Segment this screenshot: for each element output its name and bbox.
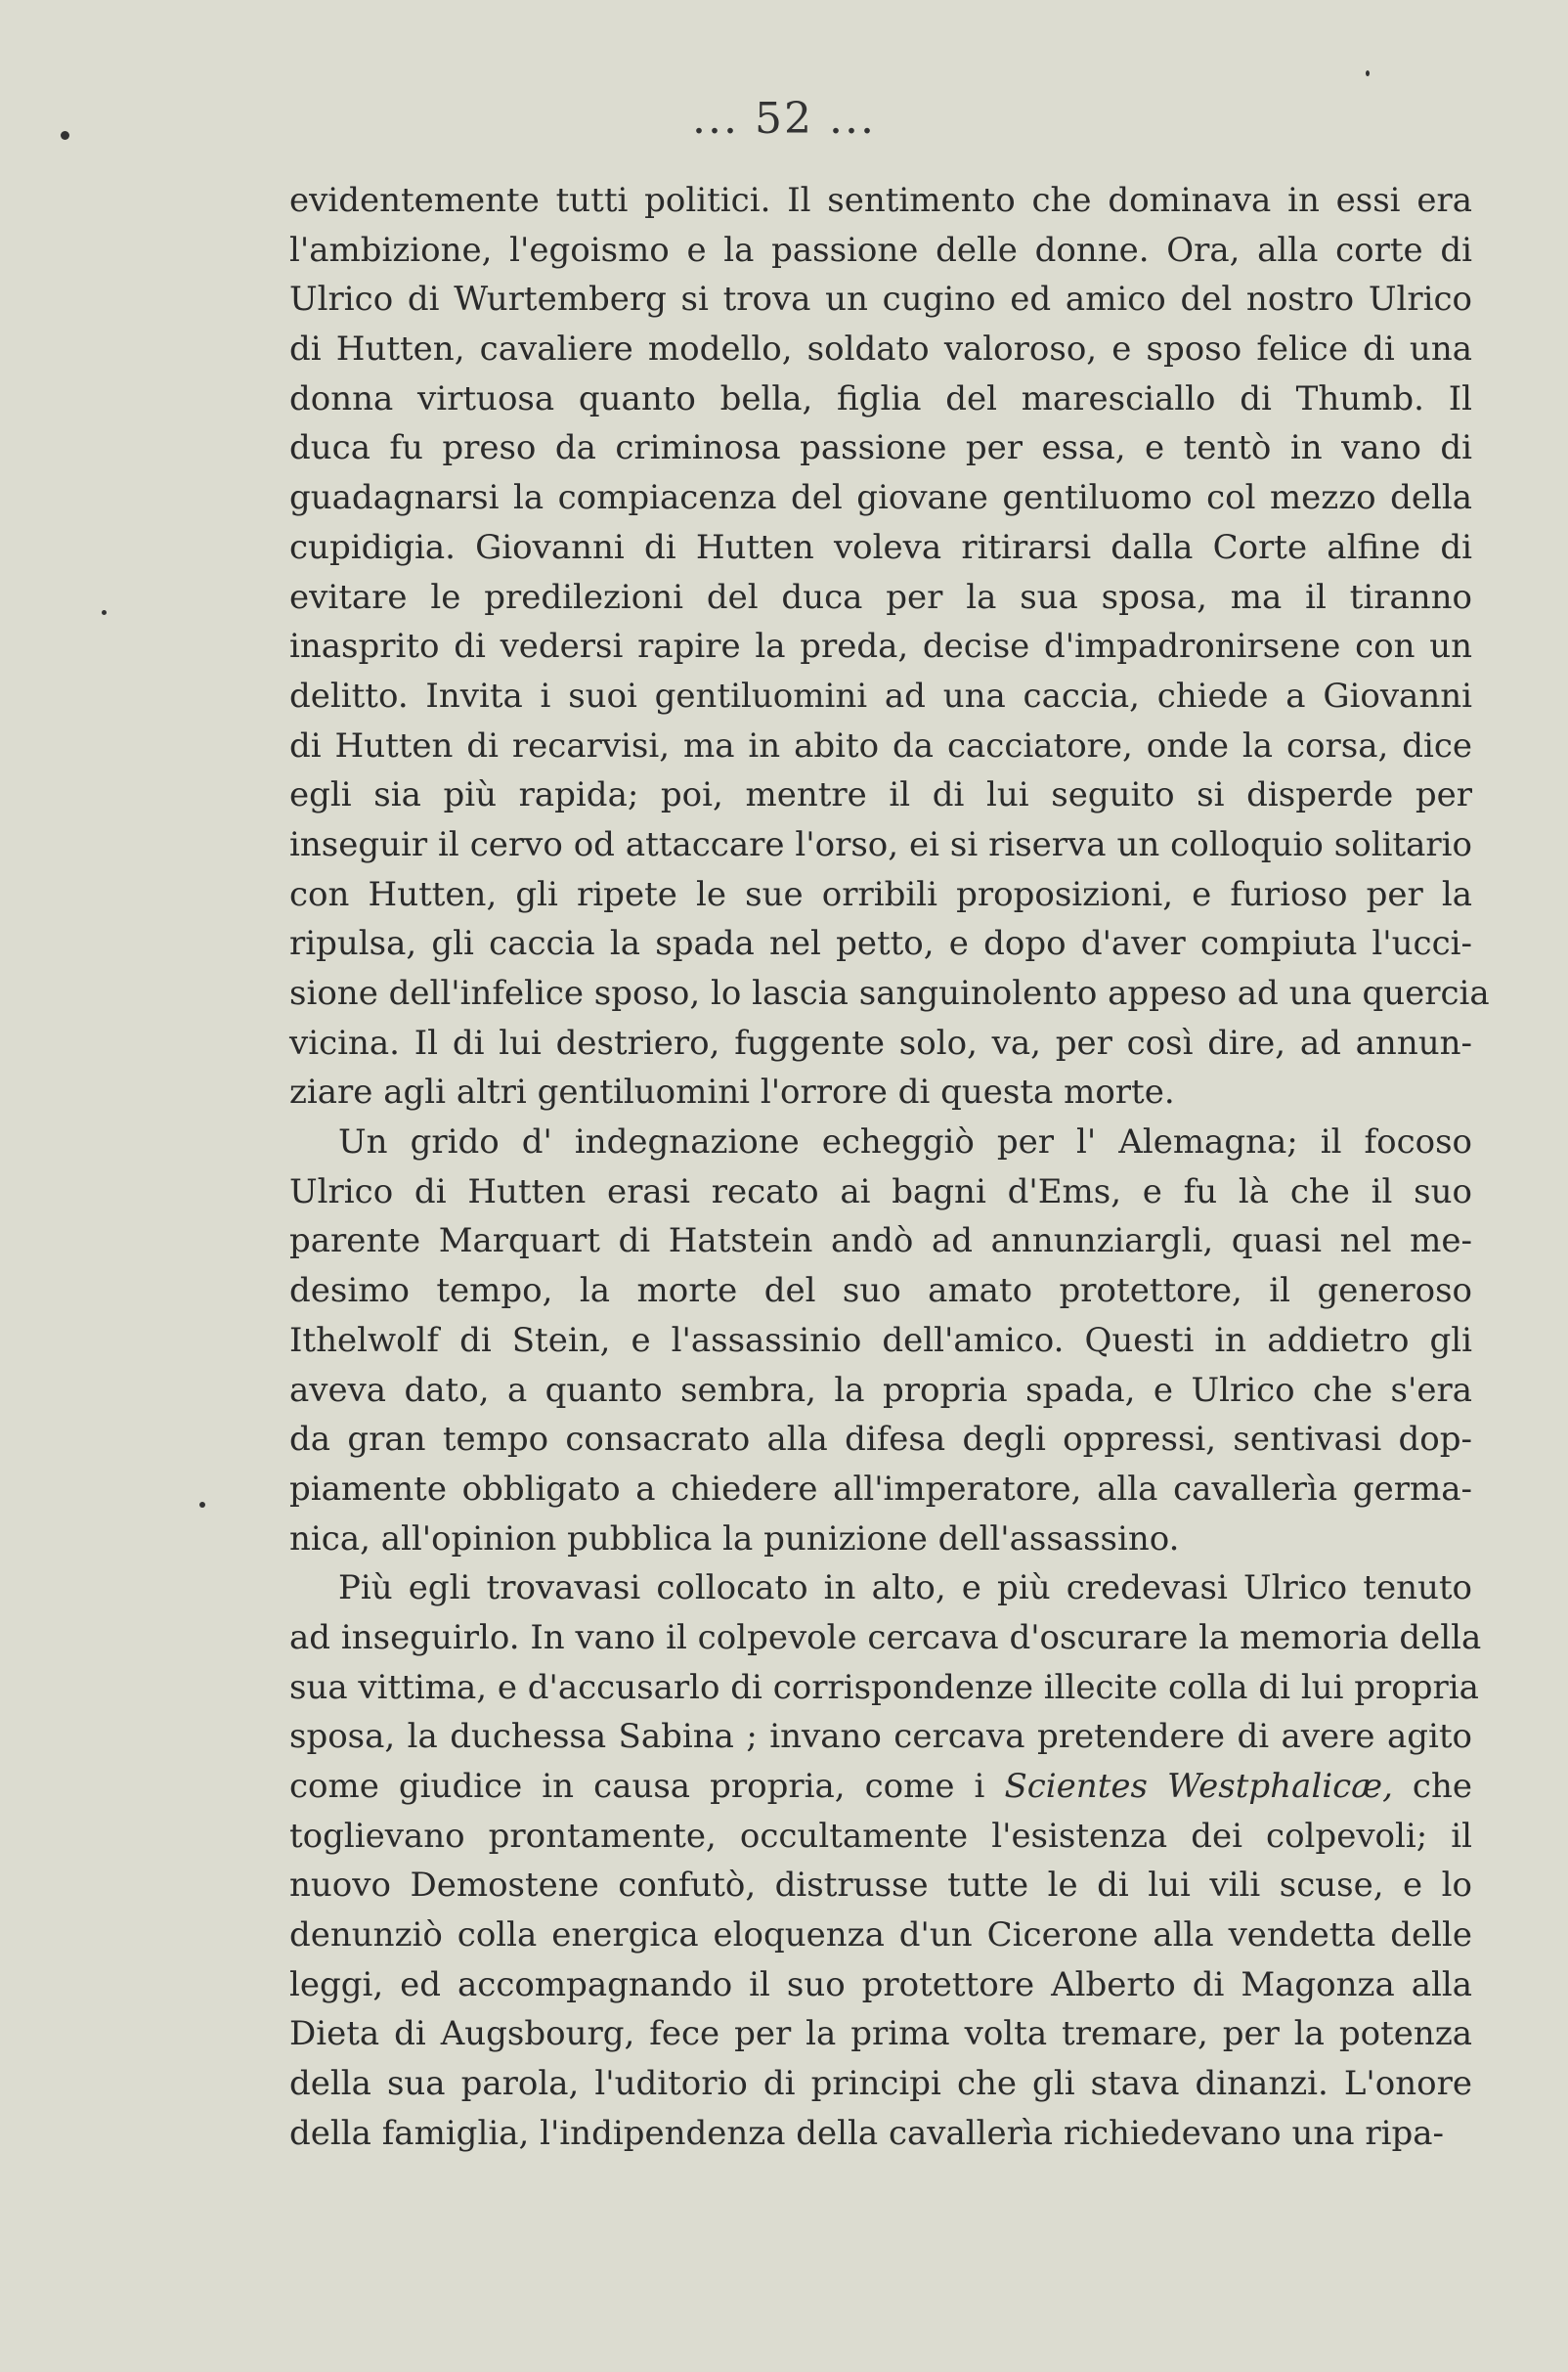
text-line: ripulsa, gli caccia la spada nel petto, e dopo d'aver compiuta l'ucci-	[289, 924, 1472, 964]
text-line: nuovo Demostene confutò, distrusse tutte le di lui vili scuse, e lo	[289, 1866, 1472, 1906]
text-line: evidentemente tutti politici. Il sentimento che dominava in essi era	[289, 181, 1472, 220]
text-line: della sua parola, l'uditorio di principi che gli stava dinanzi. L'onore	[289, 2064, 1472, 2104]
text-line: denunziò colla energica eloquenza d'un Cicerone alla vendetta delle	[289, 1915, 1472, 1955]
text-line: aveva dato, a quanto sembra, la propria spada, e Ulrico che s'era	[289, 1370, 1472, 1410]
text-line: sposa, la duchessa Sabina ; invano cercava pretendere di avere agito	[289, 1717, 1472, 1757]
text-line: nica, all'opinion pubblica la punizione dell'assassino.	[289, 1518, 1180, 1559]
text-line: cupidigia. Giovanni di Hutten voleva ritirarsi dalla Corte alfine di	[289, 527, 1472, 567]
body-text	[289, 176, 1490, 2159]
text-line: desimo tempo, la morte del suo amato protettore, il generoso	[289, 1271, 1472, 1311]
text-line: donna virtuosa quanto bella, figlia del maresciallo di Thumb. Il	[289, 378, 1472, 418]
text-line: egli sia più rapida; poi, mentre il di lui seguito si disperde per	[289, 775, 1472, 815]
text-line: Ulrico di Wurtemberg si trova un cugino ed amico del nostro Ulrico	[289, 280, 1472, 320]
text-line: sua vittima, e d'accusarlo di corrispondenze illecite colla di lui propria	[289, 1667, 1479, 1707]
text-line: inasprito di vedersi rapire la preda, decise d'impadronirsene con un	[289, 627, 1472, 667]
text-line: Un grido d' indegnazione echeggiò per l' Alemagna; il focoso	[338, 1122, 1472, 1163]
text-line: di Hutten di recarvisi, ma in abito da cacciatore, onde la corsa, dice	[289, 725, 1472, 766]
text-line: Ithelwolf di Stein, e l'assassinio dell'amico. Questi in addietro gli	[289, 1320, 1472, 1360]
text-line: Più egli trovavasi collocato in alto, e più credevasi Ulrico tenuto	[338, 1568, 1472, 1608]
text-line: delitto. Invita i suoi gentiluomini ad una caccia, chiede a Giovanni	[289, 676, 1472, 716]
text-line: sione dell'infelice sposo, lo lascia sanguinolento appeso ad una quercia	[289, 974, 1490, 1013]
text-line: Dieta di Augsbourg, fece per la prima volta tremare, per la potenza	[289, 2014, 1472, 2054]
text-line: da gran tempo consacrato alla difesa degli oppressi, sentivasi dop-	[289, 1420, 1472, 1460]
paragraph	[289, 1563, 1482, 2158]
text-line: guadagnarsi la compiacenza del giovane gentiluomo col mezzo della	[289, 478, 1472, 518]
text-line: l'ambizione, l'egoismo e la passione delle donne. Ora, alla corte di	[289, 230, 1472, 270]
text-run: come giudice in causa propria, come i	[289, 1767, 1005, 1806]
text-line: di Hutten, cavaliere modello, soldato valoroso, e sposo felice di una	[289, 329, 1472, 370]
print-speck	[1366, 70, 1370, 76]
text-line: vicina. Il di lui destriero, fuggente solo, va, per così dire, ad annun-	[289, 1023, 1472, 1063]
italic-term: Scientes Westphalicæ,	[1004, 1767, 1393, 1806]
text-line: toglievano prontamente, occultamente l'esistenza dei colpevoli; il	[289, 1816, 1472, 1856]
text-line: inseguir il cervo od attaccare l'orso, ei si riserva un colloquio solitario	[289, 824, 1472, 864]
text-line: della famiglia, l'indipendenza della cavallerìa richiedevano una ripa-	[289, 2113, 1444, 2153]
paragraph	[289, 176, 1490, 1118]
paragraph	[289, 1118, 1472, 1563]
print-speck	[61, 131, 69, 140]
text-line: Ulrico di Hutten erasi recato ai bagni d'Ems, e fu là che il suo	[289, 1171, 1472, 1211]
text-run: che	[1392, 1767, 1472, 1806]
text-line: duca fu preso da criminosa passione per essa, e tentò in vano di	[289, 428, 1472, 468]
text-line	[289, 1762, 1472, 1812]
text-line: parente Marquart di Hatstein andò ad annunziargli, quasi nel me-	[289, 1221, 1472, 1261]
page-number-header: ... 52 ...	[692, 94, 876, 144]
text-line: evitare le predilezioni del duca per la sua sposa, ma il tiranno	[289, 577, 1472, 617]
print-speck	[102, 610, 107, 615]
text-line: con Hutten, gli ripete le sue orribili proposizioni, e furioso per la	[289, 874, 1472, 914]
text-line: leggi, ed accompagnando il suo protettore Alberto di Magonza alla	[289, 1964, 1472, 2004]
text-line: piamente obbligato a chiedere all'imperatore, alla cavallerìa germa-	[289, 1469, 1472, 1509]
print-speck	[199, 1502, 205, 1508]
text-line: ziare agli altri gentiluomini l'orrore di questa morte.	[289, 1073, 1175, 1113]
text-line: ad inseguirlo. In vano il colpevole cercava d'oscurare la memoria della	[289, 1617, 1482, 1657]
